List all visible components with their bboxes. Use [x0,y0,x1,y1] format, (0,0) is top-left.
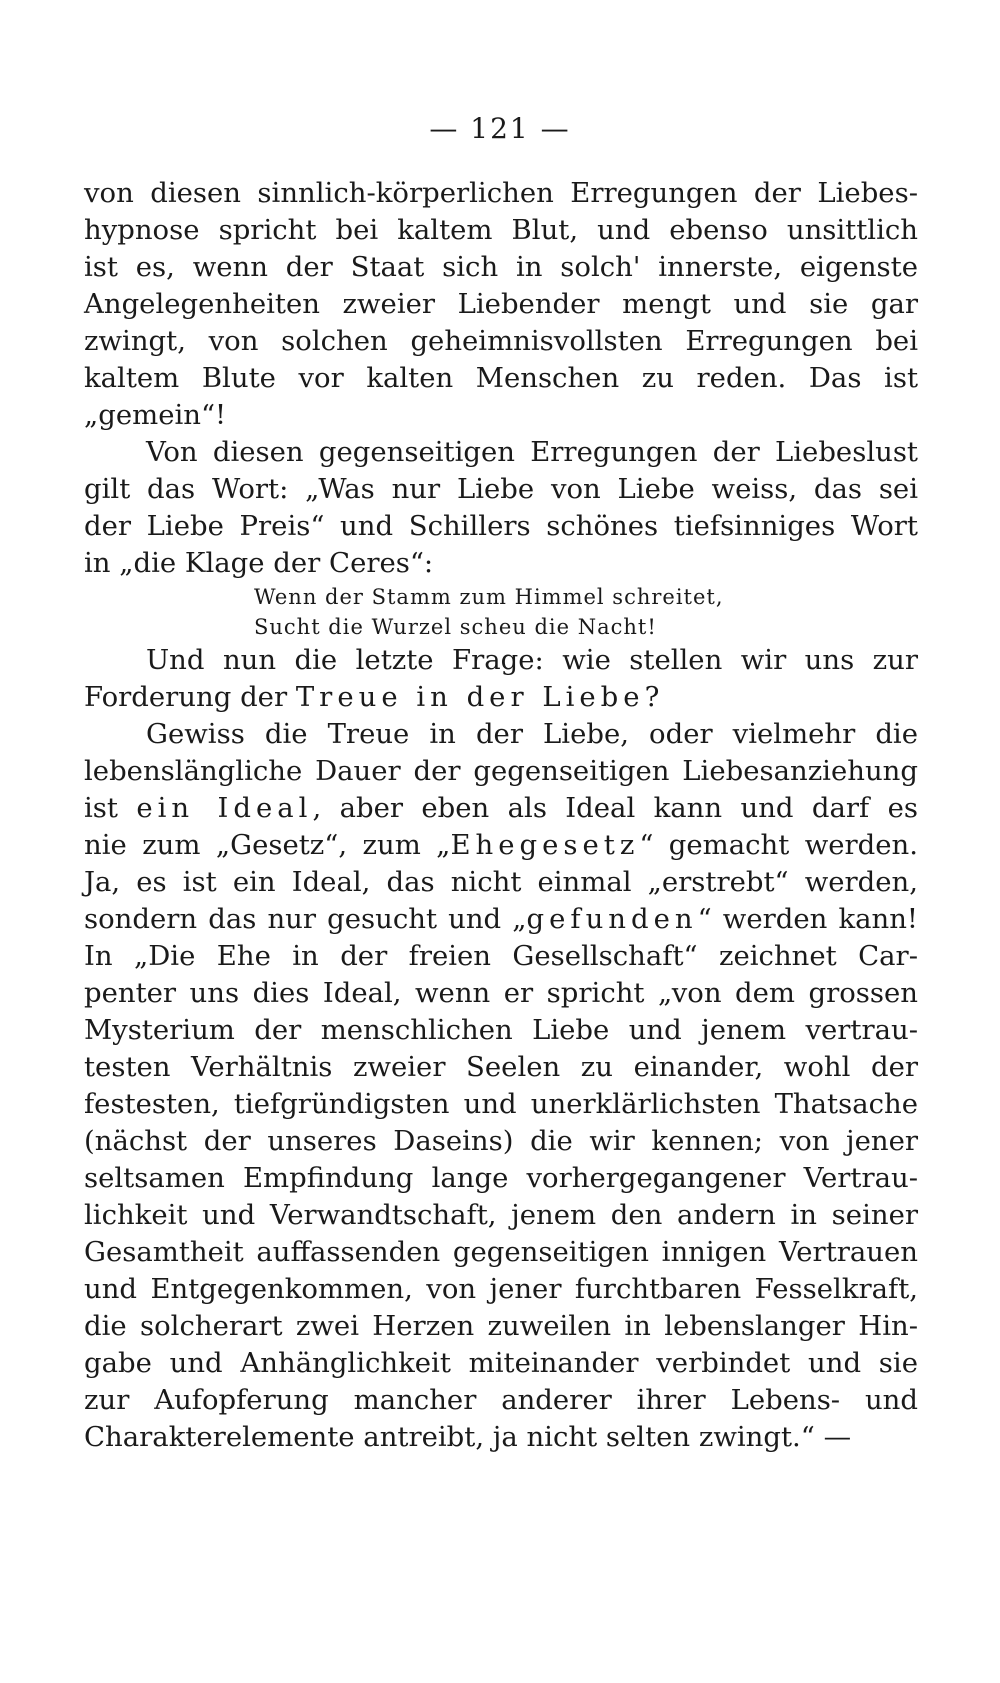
text-run: , aber eben als Ideal kann und darf es [312,792,918,824]
text-line: penter uns dies Ideal, wenn er spricht „von dem grossen [84,977,918,1009]
text-line: seltsamen Empfindung lange vorhergegangener Vertrau- [84,1162,918,1194]
text-line: zur Aufopferung mancher anderer ihrer Lebens- und [84,1384,918,1416]
text-line: hypnose spricht bei kaltem Blut, und ebenso unsittlich [84,214,918,246]
paragraph [84,716,918,1456]
text-run: “ gemacht werden. [639,829,918,861]
text-line: Mysterium der menschlichen Liebe und jenem vertrau- [84,1014,918,1046]
text-run: “ werden kann! [697,903,918,935]
text-line: gilt das Wort: „Was nur Liebe von Liebe weiss, das sei [84,473,918,505]
text-line: testen Verhältnis zweier Seelen zu einander, wohl der [84,1051,918,1083]
text-line [84,901,918,938]
text-line: gabe und Anhänglichkeit miteinander verbindet und sie [84,1347,918,1379]
text-line: In „Die Ehe in der freien Gesellschaft“ zeichnet Car- [84,940,918,972]
text-line: festesten, tiefgründigsten und unerklärlichsten Thatsache [84,1088,918,1120]
text-line: von diesen sinnlich-körperlichen Erregungen der Liebes- [84,177,918,209]
text-line: ist es, wenn der Staat sich in solch' innerste, eigenste [84,251,918,283]
text-line: der Liebe Preis“ und Schillers schönes tiefsinniges Wort [84,510,918,542]
text-line: Ja, es ist ein Ideal, das nicht einmal „erstrebt“ werden, [84,866,918,898]
text-line: (nächst der unseres Daseins) die wir kennen; von jener [84,1125,918,1157]
verse-quote [84,582,918,642]
paragraph [84,434,918,582]
text-line: lebenslängliche Dauer der gegenseitigen Liebesanziehung [84,755,918,787]
text-line [84,790,918,827]
page-number: — 121 — [429,112,571,145]
text-line: Gewiss die Treue in der Liebe, oder vielmehr die [146,718,918,750]
body-text [84,175,918,1456]
spaced-emphasis: Ehegesetz [450,829,640,861]
text-line [84,827,918,864]
paragraph [84,642,918,716]
text-line: „gemein“! [84,399,227,431]
text-line: Charakterelemente antreibt, ja nicht selten zwingt.“ — [84,1421,852,1453]
text-line: Angelegenheiten zweier Liebender mengt und sie gar [84,288,918,320]
text-line: zwingt, von solchen geheimnisvollsten Erregungen bei [84,325,918,357]
text-line: Gesamtheit auffassenden gegenseitigen innigen Vertrauen [84,1236,918,1268]
text-line: die solcherart zwei Herzen zuweilen in lebenslanger Hin- [84,1310,918,1342]
text-run: Forderung der [84,681,296,713]
verse-line: Sucht die Wurzel scheu die Nacht! [254,615,657,639]
text-line: Und nun die letzte Frage: wie stellen wir uns zur [146,644,918,676]
text-line: Von diesen gegenseitigen Erregungen der Liebeslust [146,436,918,468]
spaced-emphasis: Treue in der Liebe [295,681,645,713]
spaced-emphasis: gefunden [526,903,698,935]
text-run: ? [644,681,660,713]
verse-line: Wenn der Stamm zum Himmel schreitet, [254,585,724,609]
paragraph [84,175,918,434]
text-line: lichkeit und Verwandtschaft, jenem den andern in seiner [84,1199,918,1231]
text-line: kaltem Blute vor kalten Menschen zu reden. Das ist [84,362,918,394]
text-run: nie zum „Gesetz“, zum „ [84,829,451,861]
text-line: in „die Klage der Ceres“: [84,547,434,579]
text-line: und Entgegenkommen, von jener furchtbaren Fesselkraft, [84,1273,918,1305]
spaced-emphasis: ein Ideal [136,792,313,824]
text-run: sondern das nur gesucht und „ [84,903,527,935]
text-line [84,679,918,716]
text-run: ist [84,792,137,824]
